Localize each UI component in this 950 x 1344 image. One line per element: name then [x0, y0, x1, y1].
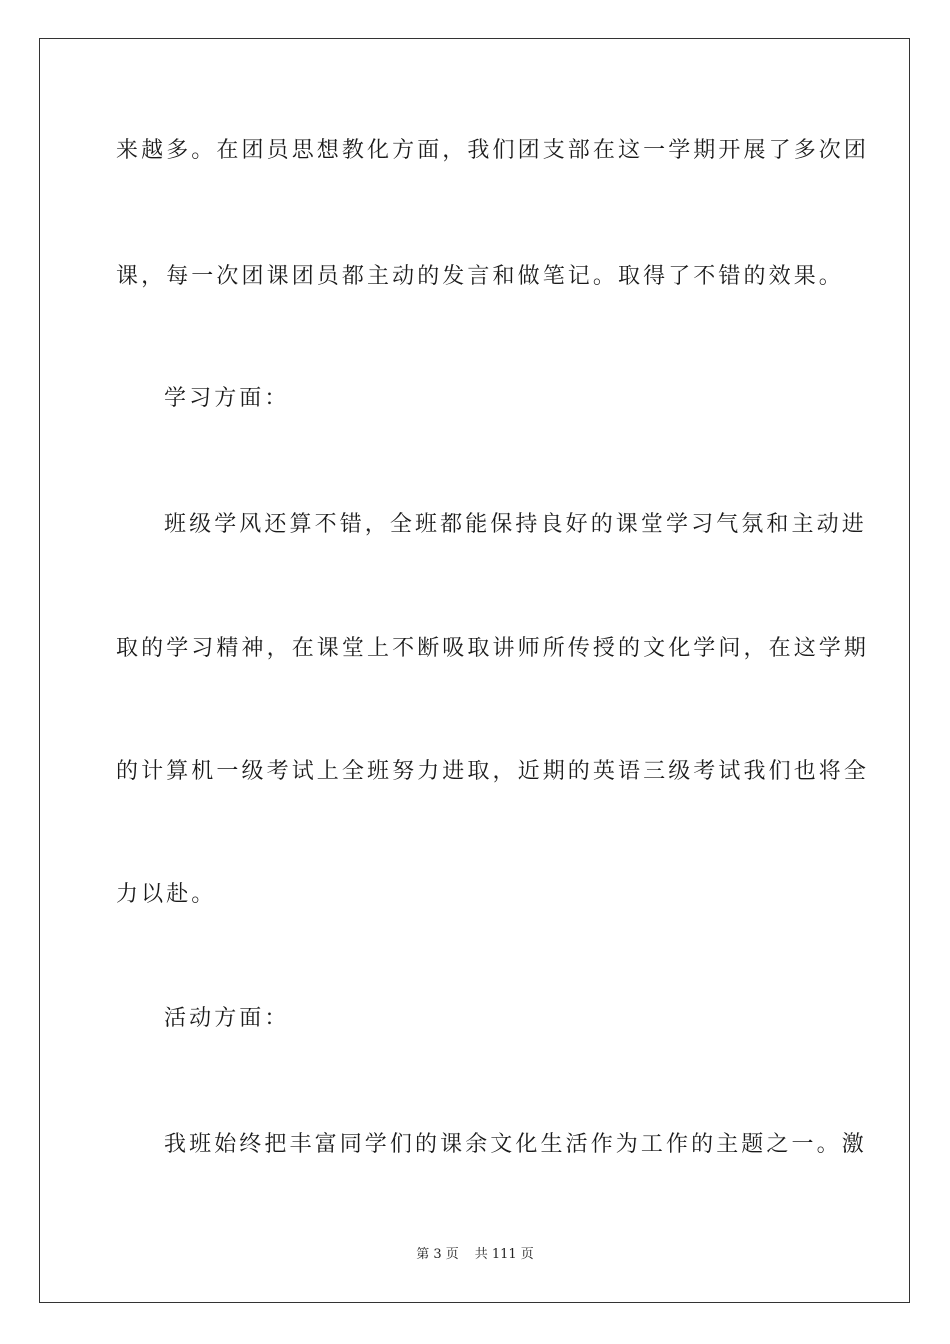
section-heading-study: 学习方面： [164, 386, 290, 411]
text-line-1: 来越多。在团员思想教化方面，我们团支部在这一学期开展了多次团 [116, 138, 870, 163]
section-heading-activities: 活动方面： [164, 1006, 290, 1031]
text-line-4: 取的学习精神，在课堂上不断吸取讲师所传授的文化学问，在这学期 [116, 636, 870, 661]
page-number: 第 3 页 [416, 1247, 459, 1262]
text-line-7: 我班始终把丰富同学们的课余文化生活作为工作的主题之一。激 [164, 1132, 867, 1157]
page-frame [39, 38, 910, 1303]
page-footer [0, 1246, 950, 1264]
text-line-3: 班级学风还算不错，全班都能保持良好的课堂学习气氛和主动进 [164, 512, 867, 537]
text-line-5: 的计算机一级考试上全班努力进取，近期的英语三级考试我们也将全 [116, 759, 870, 784]
text-line-2: 课，每一次团课团员都主动的发言和做笔记。取得了不错的效果。 [116, 264, 844, 289]
total-pages: 共 111 页 [474, 1247, 534, 1262]
text-line-6: 力以赴。 [116, 882, 217, 907]
